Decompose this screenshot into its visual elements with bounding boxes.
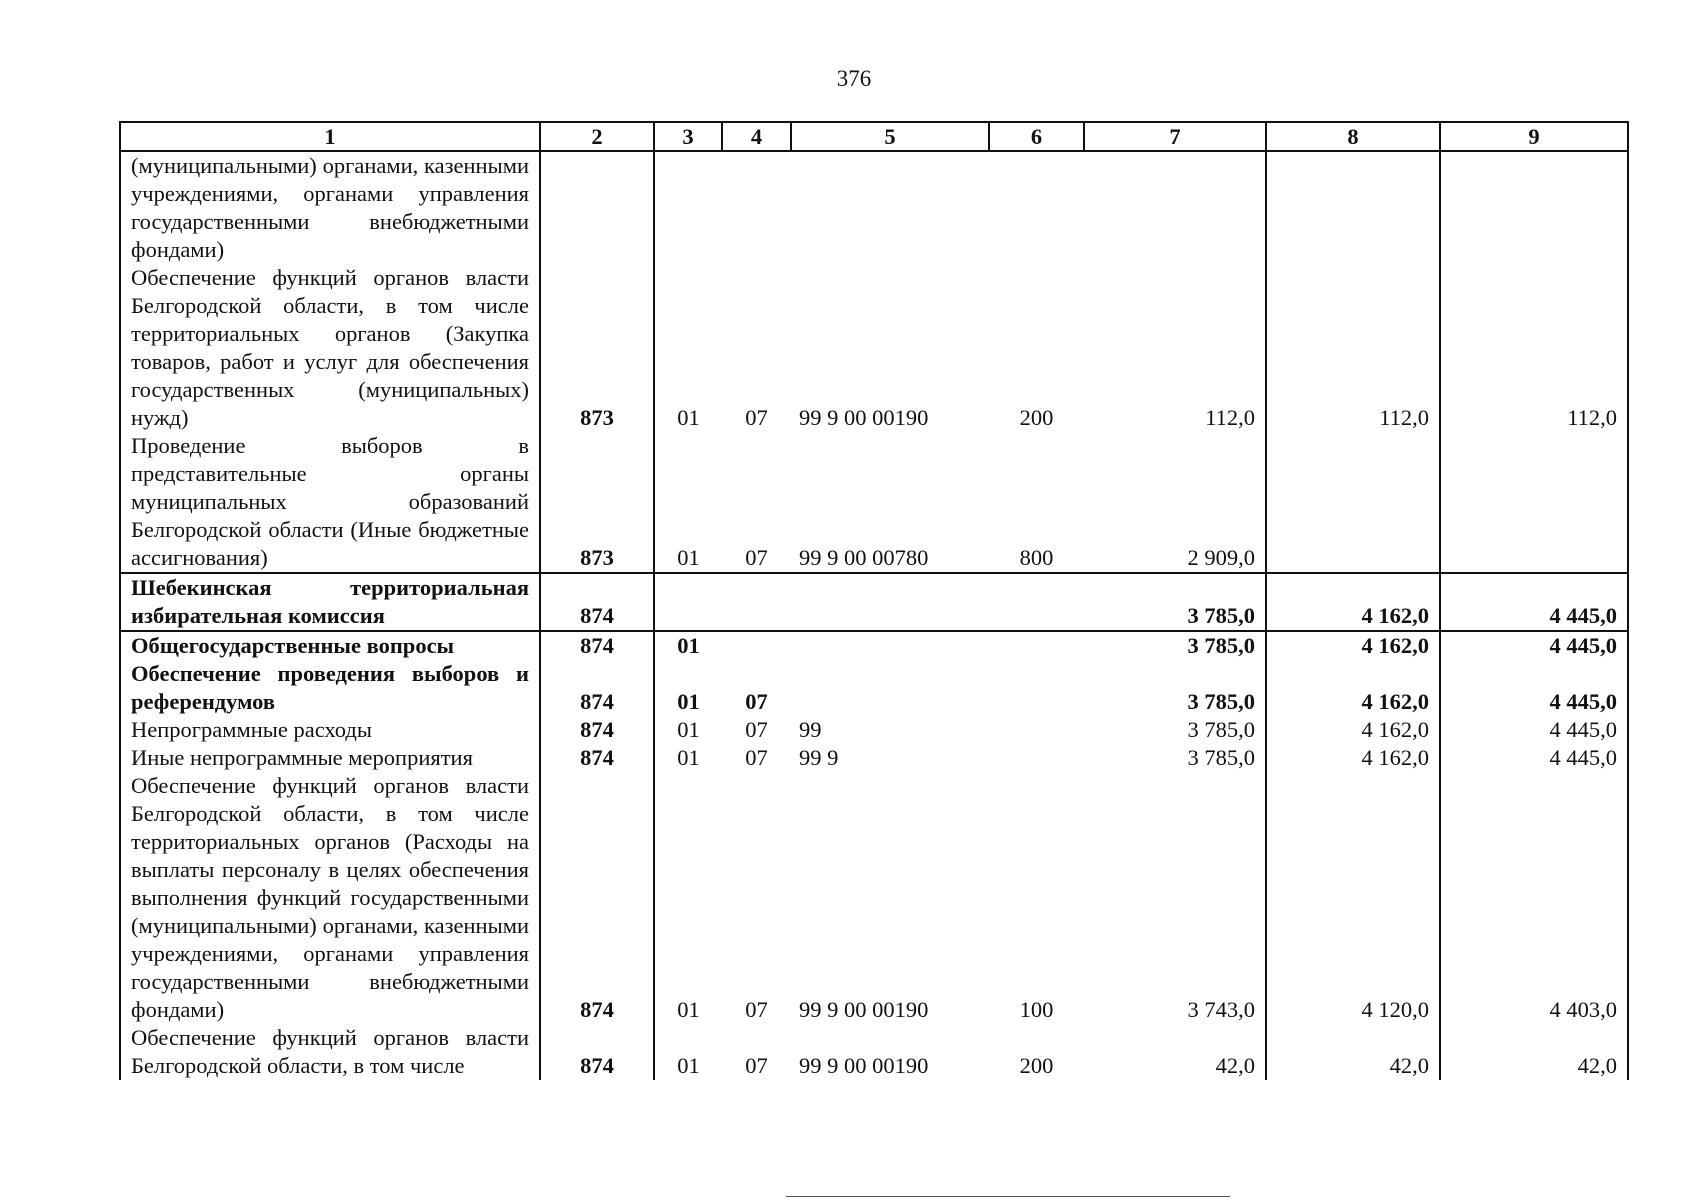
cell-col7 [1084, 151, 1266, 264]
row-name: Обеспечение функций органов власти Белгородской области, в том числе территориальных органов (Закупка товаров, работ и услуг для обеспечения государственных (муниципальных) нужд) [120, 264, 540, 432]
header-col-8: 8 [1266, 122, 1440, 151]
cell-col4 [722, 151, 791, 264]
row-name: Иные непрограммные мероприятия [120, 744, 540, 772]
cell-col3: 01 [654, 744, 722, 772]
cell-col9: 112,0 [1440, 264, 1628, 432]
cell-col8: 112,0 [1266, 264, 1440, 432]
cell-col5: 99 9 00 00190 [799, 997, 929, 1022]
cell-col5: 99 9 [799, 745, 839, 770]
table-row [120, 432, 1628, 573]
row-name: Обеспечение функций органов власти Белгородской области, в том числе территориальных органов (Расходы на выплаты персоналу в целях обеспечения выполнения функций государственными (муниципальными) органами, казенными учреждениями, органами управления государственными внебюджетными фондами) [120, 772, 540, 1024]
cell-col5 [791, 660, 989, 716]
row-name: Проведение выборов в представительные органы муниципальных образований Белгородской области (Иные бюджетные ассигнования) [120, 432, 540, 573]
row-name: Обеспечение функций органов власти Белгородской области, в том числе [120, 1024, 540, 1080]
cell-col8: 4 162,0 [1266, 631, 1440, 660]
cell-col5: 99 9 00 00780 [799, 545, 929, 570]
table-row [120, 1024, 1628, 1080]
table-row [120, 264, 1628, 432]
cell-col3 [654, 151, 722, 264]
cell-col2: 874 [540, 772, 654, 1024]
cell-col5 [791, 573, 989, 631]
table-row [120, 151, 1628, 264]
cell-col6 [989, 151, 1084, 264]
cell-col7: 3 743,0 [1084, 772, 1266, 1024]
header-col-6: 6 [989, 122, 1084, 151]
table-row [120, 716, 1628, 744]
cell-col9: 4 445,0 [1440, 660, 1628, 716]
cell-col8 [1266, 432, 1440, 573]
cell-col2: 874 [540, 660, 654, 716]
table-body [120, 151, 1628, 1080]
row-name: Обеспечение проведения выборов и референдумов [120, 660, 540, 716]
cell-col3: 01 [654, 432, 722, 573]
cell-col9: 4 445,0 [1440, 744, 1628, 772]
cell-col4: 07 [745, 997, 768, 1022]
cell-col9: 4 403,0 [1440, 772, 1628, 1024]
cell-col6 [989, 573, 1084, 631]
cell-col2: 873 [540, 264, 654, 432]
cell-col2: 873 [540, 432, 654, 573]
budget-table-container [119, 121, 1629, 1080]
cell-col7: 42,0 [1084, 1024, 1266, 1080]
cell-col6 [989, 631, 1084, 660]
page-number: 376 [836, 66, 872, 91]
cell-col7: 3 785,0 [1084, 744, 1266, 772]
cell-col8: 4 162,0 [1266, 660, 1440, 716]
cell-col2 [540, 151, 654, 264]
cell-col4: 07 [745, 689, 768, 714]
cell-col4: 07 [745, 717, 768, 742]
cell-col4: 07 [745, 1053, 768, 1078]
cell-col6 [989, 716, 1084, 744]
header-col-2: 2 [540, 122, 654, 151]
cell-col7: 3 785,0 [1084, 631, 1266, 660]
cell-col8: 42,0 [1266, 1024, 1440, 1080]
cell-col6 [989, 660, 1084, 716]
cell-col3: 01 [654, 716, 722, 744]
cell-col7: 3 785,0 [1084, 660, 1266, 716]
cell-col5: 99 9 00 00190 [799, 1053, 929, 1078]
cell-col9: 4 445,0 [1440, 573, 1628, 631]
cell-col6 [989, 744, 1084, 772]
cell-col8: 4 162,0 [1266, 573, 1440, 631]
cell-col4: 07 [745, 545, 768, 570]
header-col-3: 3 [654, 122, 722, 151]
cell-col7: 112,0 [1084, 264, 1266, 432]
cell-col8: 4 162,0 [1266, 744, 1440, 772]
row-name: Общегосударственные вопросы [120, 631, 540, 660]
table-header [120, 122, 1628, 151]
budget-table [119, 121, 1629, 1080]
header-col-1: 1 [120, 122, 540, 151]
cell-col3: 01 [654, 264, 722, 432]
cell-col3: 01 [654, 1024, 722, 1080]
row-name: Шебекинская территориальная избирательная комиссия [120, 573, 540, 631]
cell-col3: 01 [654, 660, 722, 716]
header-col-7: 7 [1084, 122, 1266, 151]
header-row [120, 122, 1628, 151]
page-bottom-rule [786, 1196, 1230, 1197]
header-col-5: 5 [791, 122, 989, 151]
cell-col6: 800 [1019, 545, 1054, 570]
cell-col2: 874 [540, 573, 654, 631]
header-col-4: 4 [722, 122, 791, 151]
cell-col8: 4 120,0 [1266, 772, 1440, 1024]
cell-col2: 874 [540, 1024, 654, 1080]
table-row [120, 660, 1628, 716]
header-col-9: 9 [1440, 122, 1628, 151]
table-row [120, 573, 1628, 631]
cell-col5: 99 9 00 00190 [799, 405, 929, 430]
cell-col9: 4 445,0 [1440, 716, 1628, 744]
cell-col6: 200 [1019, 1053, 1054, 1078]
cell-col2: 874 [540, 631, 654, 660]
table-row [120, 631, 1628, 660]
cell-col5: 99 [799, 717, 822, 742]
row-name: Непрограммные расходы [120, 716, 540, 744]
cell-col2: 874 [540, 744, 654, 772]
row-name: (муниципальными) органами, казенными учреждениями, органами управления государственными внебюджетными фондами) [120, 151, 540, 264]
cell-col7: 2 909,0 [1084, 432, 1266, 573]
cell-col9 [1440, 151, 1628, 264]
cell-col6: 200 [1019, 405, 1054, 430]
cell-col3: 01 [654, 631, 722, 660]
cell-col7: 3 785,0 [1084, 716, 1266, 744]
cell-col9 [1440, 432, 1628, 573]
cell-col7: 3 785,0 [1084, 573, 1266, 631]
cell-col4: 07 [745, 745, 768, 770]
cell-col3: 01 [654, 772, 722, 1024]
cell-col8: 4 162,0 [1266, 716, 1440, 744]
cell-col4 [722, 573, 791, 631]
table-row [120, 772, 1628, 1024]
table-row [120, 744, 1628, 772]
cell-col3 [654, 573, 722, 631]
cell-col4: 07 [745, 405, 768, 430]
cell-col9: 4 445,0 [1440, 631, 1628, 660]
cell-col6: 100 [1019, 997, 1054, 1022]
cell-col4 [722, 631, 791, 660]
cell-col8 [1266, 151, 1440, 264]
cell-col2: 874 [540, 716, 654, 744]
cell-col5 [791, 151, 989, 264]
cell-col9: 42,0 [1440, 1024, 1628, 1080]
cell-col5 [791, 631, 989, 660]
